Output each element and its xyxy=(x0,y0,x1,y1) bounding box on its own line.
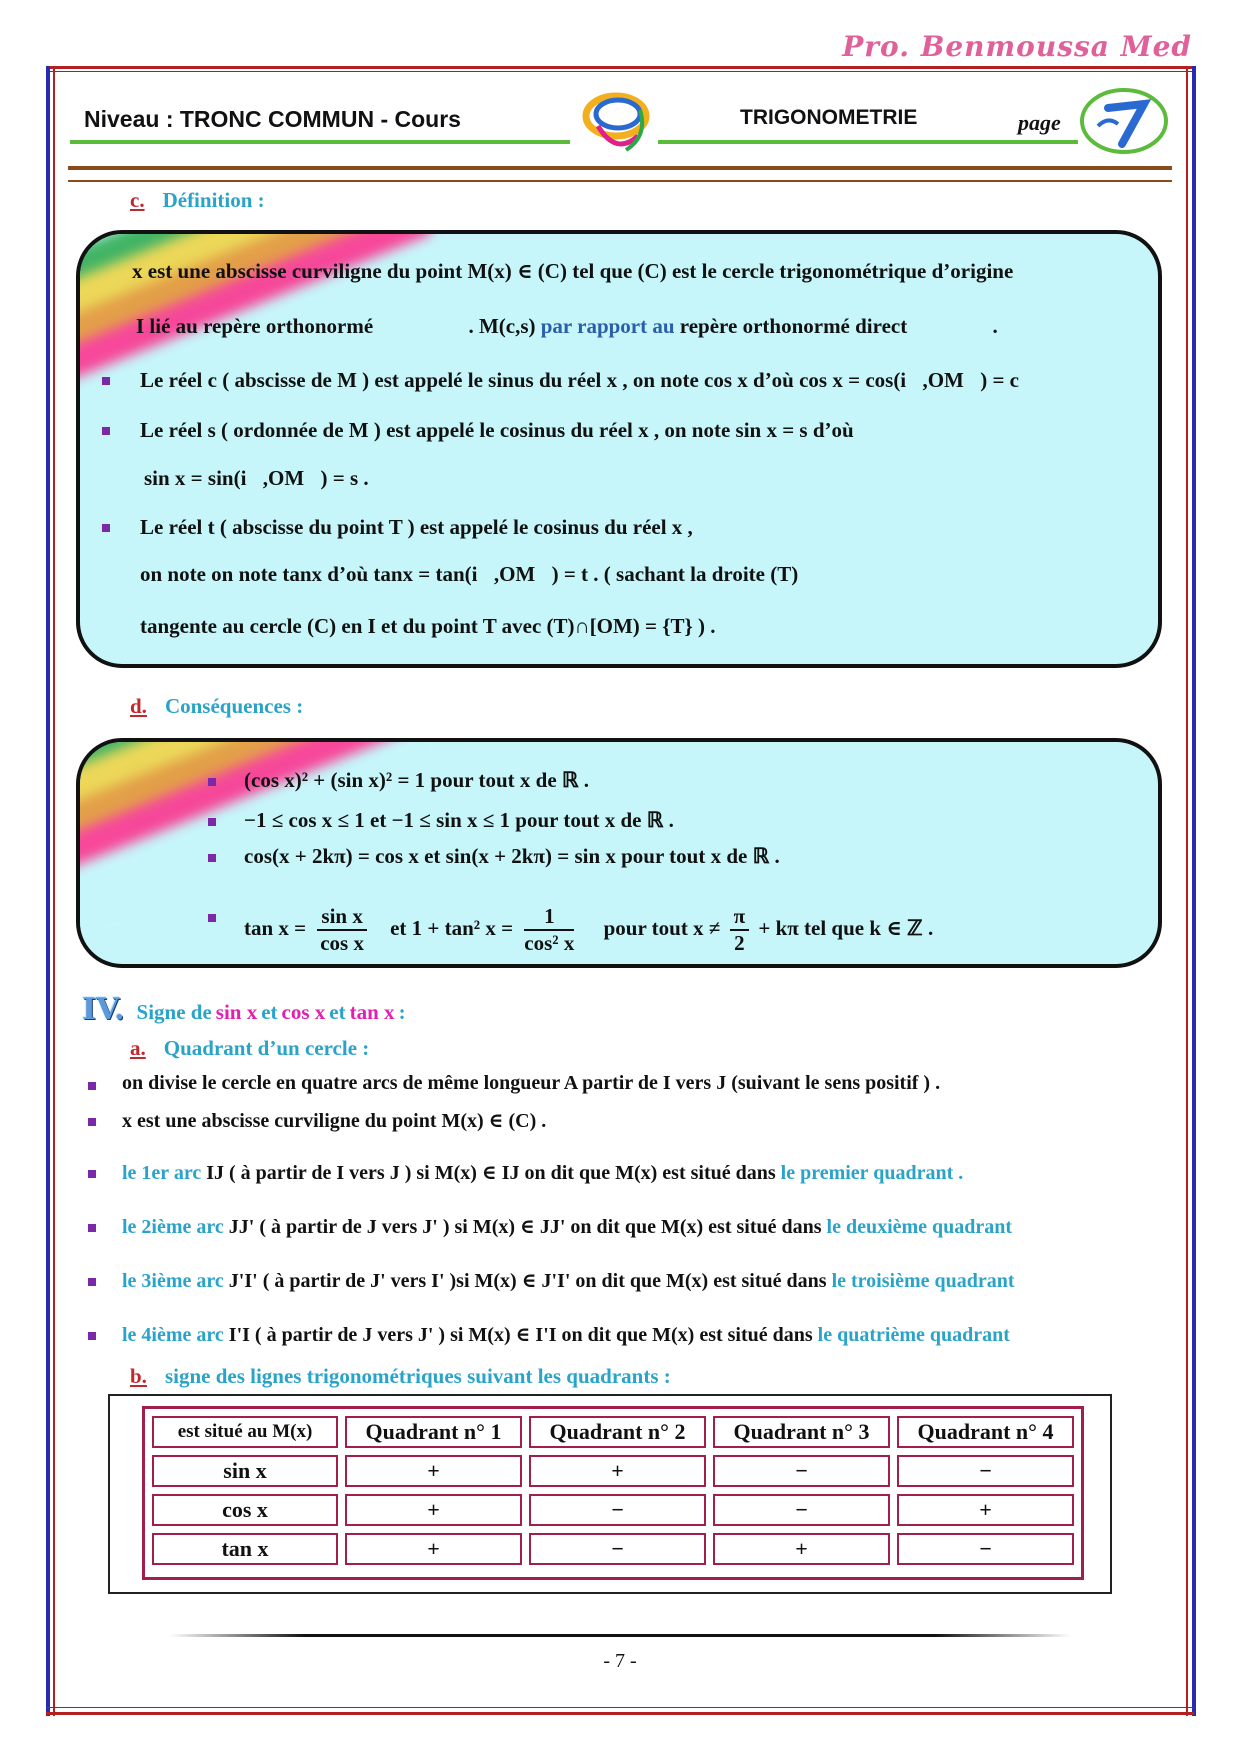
table-cell: − xyxy=(529,1533,706,1565)
table-row xyxy=(152,1455,1074,1487)
definition-item-3c: tangente au cercle (C) en I et du point T avec (T)∩[OM) = {T} ) . xyxy=(140,614,716,638)
table-row xyxy=(152,1494,1074,1526)
definition-item-2b: sin x = sin(i⃗,OM⃗) = s . xyxy=(144,466,369,490)
quadrant-paragraph-1: on divise le cercle en quatre arcs de même longueur A partir de I vers J (suivant le sens positif ) . xyxy=(122,1072,941,1094)
table-row-label: sin x xyxy=(152,1455,338,1487)
table-cell: + xyxy=(897,1494,1074,1526)
page-word: page xyxy=(1018,110,1061,135)
table-header-cell: Quadrant n° 4 xyxy=(897,1416,1074,1448)
definition-heading xyxy=(130,188,265,213)
header-green-rule-right xyxy=(658,140,1078,144)
section-4-numeral: IV. xyxy=(82,992,125,1027)
consequence-4: tan x = $\frac{\text{sin x}}{\text{cos x}}$ et 1 + tan² x = $\frac{1}{\text{cos² x}}$ pour tout x ≠ $\frac{\pi}{2}$ + kπ tel que k ∈ ℤ . xyxy=(244,904,934,955)
table-header-cell: est situé au M(x) xyxy=(152,1416,338,1448)
consequence-1: (cos x)² + (sin x)² = 1 pour tout x de ℝ . xyxy=(244,768,590,792)
sign-table-frame xyxy=(108,1394,1112,1594)
bullet xyxy=(88,1224,96,1232)
quadrant-1-line: le 1er arc IJ ( à partir de I vers J ) si M(x) ∈ IJ on dit que M(x) est situé dans le premier quadrant . xyxy=(122,1162,964,1184)
table-cell: + xyxy=(345,1533,522,1565)
table-header-cell: Quadrant n° 3 xyxy=(713,1416,890,1448)
header-green-rule-left xyxy=(70,140,570,144)
page-number: - 7 - xyxy=(603,1650,637,1672)
level-title: Niveau : TRONC COMMUN - Cours xyxy=(84,106,461,132)
table-cell: + xyxy=(529,1455,706,1487)
table-row-label: tan x xyxy=(152,1533,338,1565)
bullet xyxy=(208,778,216,786)
quadrant-2-line: le 2ième arc JJ' ( à partir de J vers J' ) si M(x) ∈ JJ' on dit que M(x) est situé dans le deuxième quadrant xyxy=(122,1216,1013,1238)
table-cell: − xyxy=(529,1494,706,1526)
frame-left-rule xyxy=(46,66,50,1716)
header-brown-rule xyxy=(68,166,1172,182)
footer-rule xyxy=(170,1634,1070,1637)
frame-top-rule-inner xyxy=(46,71,1194,72)
page-badge-icon xyxy=(1078,86,1172,156)
frame-left-rule-inner xyxy=(53,66,55,1716)
consequences-letter: d. xyxy=(130,694,147,718)
section-4-heading: IV. Signe de sin x et cos x et tan x : xyxy=(82,992,406,1027)
quadrant-paragraph-2: x est une abscisse curviligne du point M(x) ∈ (C) . xyxy=(122,1110,547,1132)
author-signature: Pro. Benmoussa Med xyxy=(842,30,1192,63)
definition-title: Définition : xyxy=(162,188,265,212)
definition-item-3b: on note on note tanx d’où tanx = tan(i⃗,OM⃗) = t . ( sachant la droite (T) xyxy=(140,562,799,586)
frame-bottom-rule-inner xyxy=(46,1707,1194,1708)
bullet xyxy=(102,427,110,435)
bullet xyxy=(208,818,216,826)
frame-bottom-rule xyxy=(46,1712,1194,1715)
bullet xyxy=(88,1170,96,1178)
sign-table-inner-frame xyxy=(142,1406,1084,1580)
quadrant-heading: a. Quadrant d’un cercle : xyxy=(130,1036,370,1060)
table-header-row xyxy=(152,1416,1074,1448)
quadrant-3-line: le 3ième arc J'I' ( à partir de J' vers I' )si M(x) ∈ J'I' on dit que M(x) est situé dans le troisième quadrant xyxy=(122,1270,1015,1292)
sign-table xyxy=(145,1409,1081,1572)
table-cell: − xyxy=(713,1455,890,1487)
definition-letter: c. xyxy=(130,188,145,212)
consequence-3: cos(x + 2kπ) = cos x et sin(x + 2kπ) = sin x pour tout x de ℝ . xyxy=(244,844,780,868)
table-header-cell: Quadrant n° 1 xyxy=(345,1416,522,1448)
bullet xyxy=(102,377,110,385)
logo-swirl-icon xyxy=(578,86,654,156)
table-cell: − xyxy=(897,1455,1074,1487)
table-row-label: cos x xyxy=(152,1494,338,1526)
bullet xyxy=(88,1082,96,1090)
fraction-pi-over-2: $\frac{\pi}{2}$ xyxy=(730,904,750,956)
table-header-cell: Quadrant n° 2 xyxy=(529,1416,706,1448)
consequences-box xyxy=(76,738,1162,968)
fraction-tan: $\frac{\text{sin x}}{\text{cos x}}$ xyxy=(317,904,366,956)
bullet xyxy=(208,854,216,862)
consequences-title: Conséquences : xyxy=(164,694,304,718)
table-row xyxy=(152,1533,1074,1565)
definition-line-1: x est une abscisse curviligne du point M(x) ∈ (C) tel que (C) est le cercle trigonométrique d’origine xyxy=(132,259,1014,283)
table-cell: + xyxy=(345,1494,522,1526)
frame-right-rule xyxy=(1192,66,1196,1716)
bullet xyxy=(102,524,110,532)
bullet xyxy=(208,914,216,922)
table-cell: + xyxy=(345,1455,522,1487)
definition-item-3: Le réel t ( abscisse du point T ) est appelé le cosinus du réel x , xyxy=(140,515,693,539)
quadrant-4-line: le 4ième arc I'I ( à partir de J vers J' ) si M(x) ∈ I'I on dit que M(x) est situé dans le quatrième quadrant xyxy=(122,1324,1010,1346)
bullet xyxy=(88,1332,96,1340)
consequences-heading xyxy=(130,694,303,719)
subject-title: TRIGONOMETRIE xyxy=(740,106,918,129)
bullet xyxy=(88,1118,96,1126)
bullet xyxy=(88,1278,96,1286)
table-cell: − xyxy=(713,1494,890,1526)
definition-line-2: I lié au repère orthonormé . M(c,s) par rapport au repère orthonormé direct . xyxy=(136,314,998,338)
frame-top-rule xyxy=(46,66,1194,69)
table-cell: − xyxy=(897,1533,1074,1565)
fraction-one-over-cos2: $\frac{1}{\text{cos² x}}$ xyxy=(524,904,575,955)
frame-right-rule-inner xyxy=(1186,66,1188,1716)
table-cell: + xyxy=(713,1533,890,1565)
definition-item-1: Le réel c ( abscisse de M ) est appelé le sinus du réel x , on note cos x d’où cos x = cos(i⃗,OM⃗) = c xyxy=(140,368,1019,392)
definition-item-2: Le réel s ( ordonnée de M ) est appelé le cosinus du réel x , on note sin x = s d’où xyxy=(140,418,854,442)
consequence-2: −1 ≤ cos x ≤ 1 et −1 ≤ sin x ≤ 1 pour tout x de ℝ . xyxy=(244,808,674,832)
definition-box xyxy=(76,230,1162,668)
signs-heading: b. signe des lignes trigonométriques suivant les quadrants : xyxy=(130,1364,671,1388)
